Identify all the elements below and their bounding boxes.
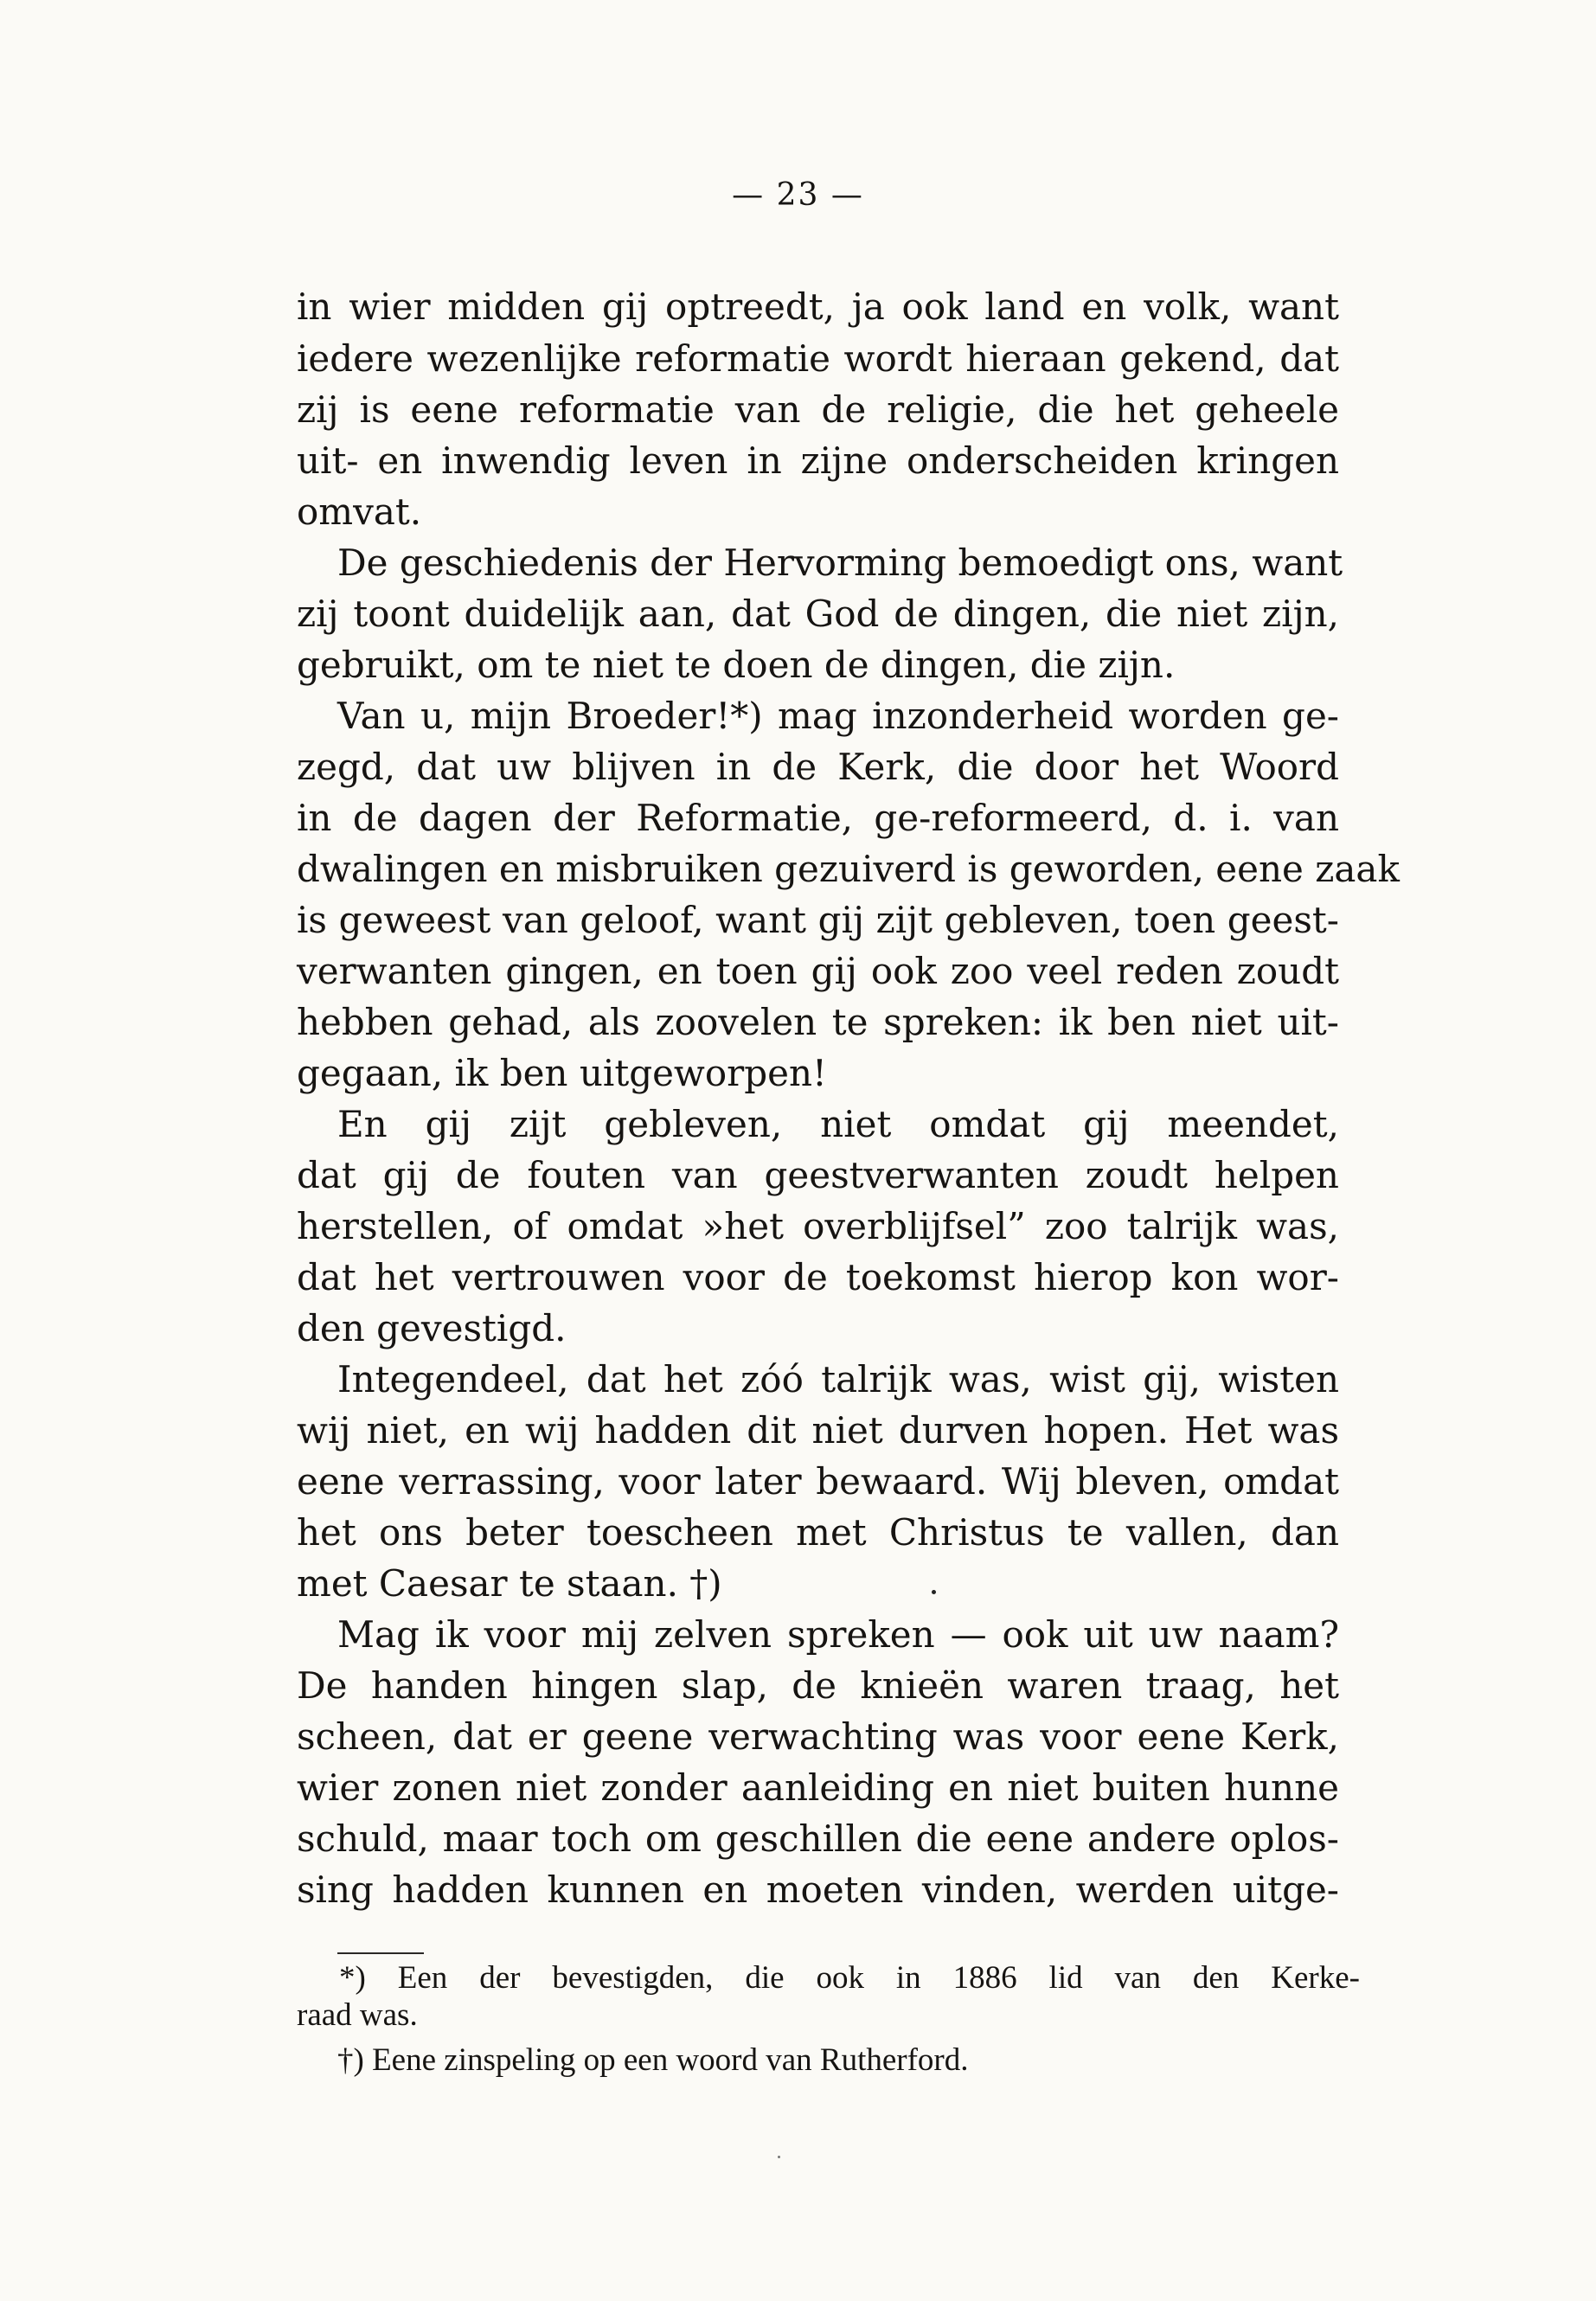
body-line: het ons beter toescheen met Christus te vallen, dan	[297, 1511, 1339, 1554]
body-line: den gevestigd.	[297, 1307, 567, 1349]
body-line: wier zonen niet zonder aanleiding en niet buiten hunne	[297, 1766, 1339, 1809]
body-line: scheen, dat er geene verwachting was voor eene Kerk,	[297, 1715, 1339, 1758]
body-line: wij niet, en wij hadden dit niet durven hopen. Het was	[297, 1409, 1339, 1452]
footnote-2: †) Eene zinspeling op een woord van Rutherford.	[337, 2042, 969, 2078]
footnote-rule	[337, 1952, 424, 1954]
body-line: dat gij de fouten van geestverwanten zoudt helpen	[297, 1154, 1339, 1196]
body-line: hebben gehad, als zoovelen te spreken: ik ben niet uit-	[297, 1001, 1339, 1043]
body-line: schuld, maar toch om geschillen die eene andere oplos-	[297, 1817, 1339, 1860]
footnote-1: *) Een der bevestigden, die ook in 1886 lid van den Kerke-	[339, 1960, 1360, 1996]
stray-dot	[932, 1590, 936, 1594]
body-line: dwalingen en misbruiken gezuiverd is geworden, eene zaak	[297, 848, 1400, 890]
body-line: in de dagen der Reformatie, ge-reformeerd, d. i. van	[297, 797, 1339, 839]
body-line: dat het vertrouwen voor de toekomst hierop kon wor-	[297, 1256, 1339, 1298]
body-line: zij is eene reformatie van de religie, die het geheele	[297, 388, 1339, 431]
body-line: in wier midden gij optreedt, ja ook land en volk, want	[297, 285, 1339, 328]
body-line: Integendeel, dat het zóó talrijk was, wist gij, wisten	[337, 1358, 1339, 1400]
body-line: gegaan, ik ben uitgeworpen!	[297, 1052, 827, 1094]
body-line: iedere wezenlijke reformatie wordt hieraan gekend, dat	[297, 337, 1339, 380]
body-line: Van u, mijn Broeder!*) mag inzonderheid worden ge-	[337, 695, 1339, 737]
body-line: eene verrassing, voor later bewaard. Wij bleven, omdat	[297, 1460, 1339, 1503]
body-line: De geschiedenis der Hervorming bemoedigt ons, want	[337, 542, 1343, 584]
body-line: zij toont duidelijk aan, dat God de dingen, die niet zijn,	[297, 593, 1339, 635]
body-line: uit- en inwendig leven in zijne onderscheiden kringen	[297, 439, 1339, 482]
page-number: — 23 —	[732, 177, 864, 213]
body-line: verwanten gingen, en toen gij ook zoo veel reden zoudt	[297, 950, 1339, 992]
body-line: herstellen, of omdat »het overblijfsel” zoo talrijk was,	[297, 1205, 1339, 1247]
body-line: sing hadden kunnen en moeten vinden, werden uitge-	[297, 1868, 1339, 1911]
body-line: is geweest van geloof, want gij zijt gebleven, toen geest-	[297, 899, 1339, 941]
body-line: met Caesar te staan. †)	[297, 1562, 722, 1605]
body-line: En gij zijt gebleven, niet omdat gij meendet,	[337, 1103, 1339, 1145]
footnote-1-continuation: raad was.	[297, 1997, 418, 2033]
body-line: zegd, dat uw blijven in de Kerk, die door het Woord	[297, 746, 1339, 788]
body-line: De handen hingen slap, de knieën waren traag, het	[297, 1664, 1339, 1707]
paper-speck	[778, 2156, 780, 2158]
body-line: omvat.	[297, 490, 422, 533]
body-line: gebruikt, om te niet te doen de dingen, die zijn.	[297, 644, 1176, 686]
body-line: Mag ik voor mij zelven spreken — ook uit uw naam?	[337, 1613, 1339, 1656]
